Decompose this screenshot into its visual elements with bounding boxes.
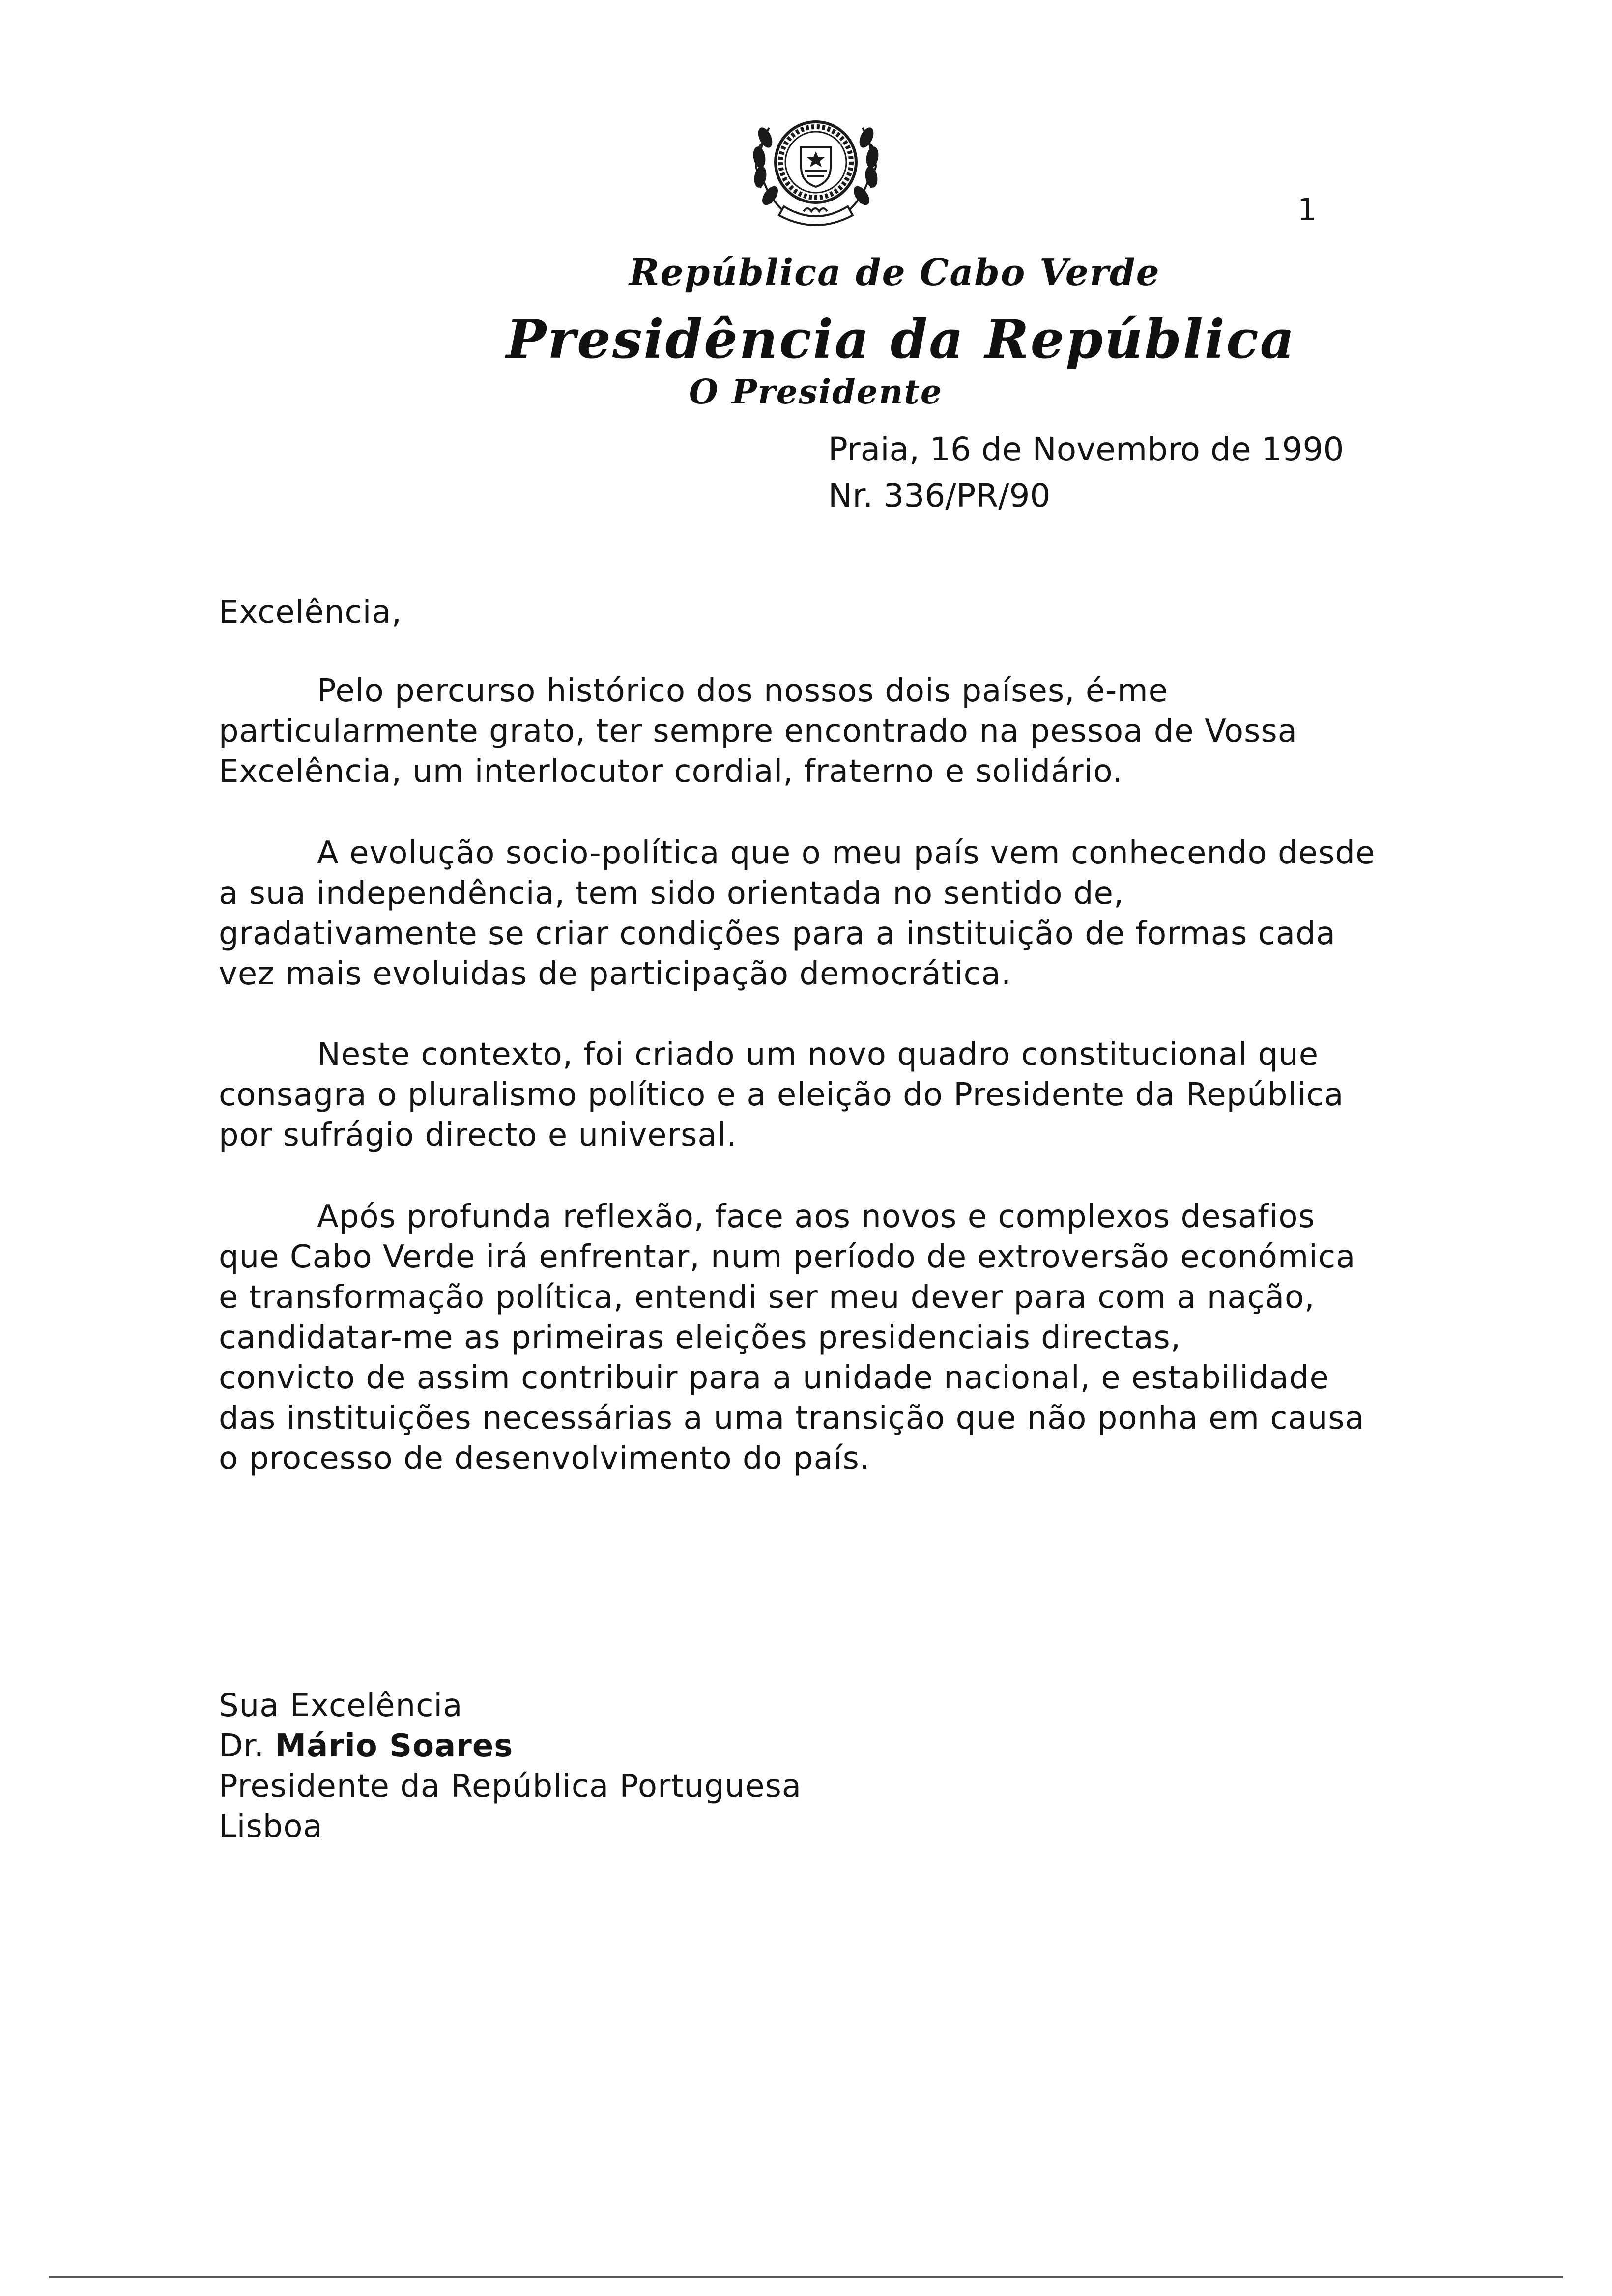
paragraph-line: vez mais evoluidas de participação democrática. bbox=[219, 956, 1012, 992]
letterhead-country: República de Cabo Verde bbox=[629, 252, 1160, 294]
paragraph-line: que Cabo Verde irá enfrentar, num período de extroversão económica bbox=[219, 1239, 1356, 1275]
letterhead-title: O Presidente bbox=[689, 373, 943, 412]
paragraph-1 bbox=[219, 671, 1408, 792]
paragraph-line: a sua independência, tem sido orientada no sentido de, bbox=[219, 875, 1124, 912]
paragraph-line: convicto de assim contribuir para a unidade nacional, e estabilidade bbox=[219, 1360, 1329, 1396]
paragraph-line: Pelo percurso histórico dos nossos dois países, é-me bbox=[317, 673, 1169, 709]
footer-divider bbox=[49, 2276, 1563, 2278]
paragraph-line: por sufrágio directo e universal. bbox=[219, 1117, 737, 1153]
recipient-block bbox=[219, 1686, 802, 1847]
paragraph-line: A evolução socio-política que o meu país vem conhecendo desde bbox=[317, 835, 1376, 871]
paragraph-line: consagra o pluralismo político e a eleição do Presidente da República bbox=[219, 1077, 1344, 1113]
recipient-title: Dr. bbox=[219, 1728, 265, 1764]
recipient-name: Mário Soares bbox=[275, 1728, 514, 1764]
reference-number: Nr. 336/PR/90 bbox=[828, 477, 1051, 515]
paragraph-line: candidatar-me as primeiras eleições presidenciais directas, bbox=[219, 1320, 1181, 1356]
recipient-position: Presidente da República Portuguesa bbox=[219, 1768, 802, 1805]
paragraph-line: das instituições necessárias a uma transição que não ponha em causa bbox=[219, 1400, 1365, 1436]
paragraph-line: Excelência, um interlocutor cordial, fraterno e solidário. bbox=[219, 753, 1123, 790]
paragraph-2 bbox=[219, 833, 1408, 994]
paragraph-4 bbox=[219, 1197, 1408, 1479]
date-reference-block bbox=[828, 427, 1344, 519]
paragraph-line: o processo de desenvolvimento do país. bbox=[219, 1440, 870, 1477]
paragraph-line: e transformação política, entendi ser meu dever para com a nação, bbox=[219, 1279, 1315, 1316]
paragraph-line: particularmente grato, ter sempre encontrado na pessoa de Vossa bbox=[219, 713, 1297, 749]
paragraph-line: gradativamente se criar condições para a instituição de formas cada bbox=[219, 916, 1336, 952]
paragraph-line: Neste contexto, foi criado um novo quadro constitucional que bbox=[317, 1036, 1319, 1073]
recipient-city: Lisboa bbox=[219, 1808, 323, 1845]
salutation: Excelência, bbox=[219, 594, 402, 631]
letterhead-office: Presidência da República bbox=[506, 309, 1296, 371]
page-number: 1 bbox=[1297, 192, 1317, 228]
coat-of-arms-icon bbox=[749, 108, 882, 231]
recipient-honorific: Sua Excelência bbox=[219, 1688, 463, 1724]
recipient-name-line bbox=[219, 1726, 802, 1766]
paragraph-3 bbox=[219, 1034, 1408, 1155]
place-date: Praia, 16 de Novembro de 1990 bbox=[828, 430, 1344, 468]
paragraph-line: Após profunda reflexão, face aos novos e complexos desafios bbox=[317, 1199, 1315, 1235]
